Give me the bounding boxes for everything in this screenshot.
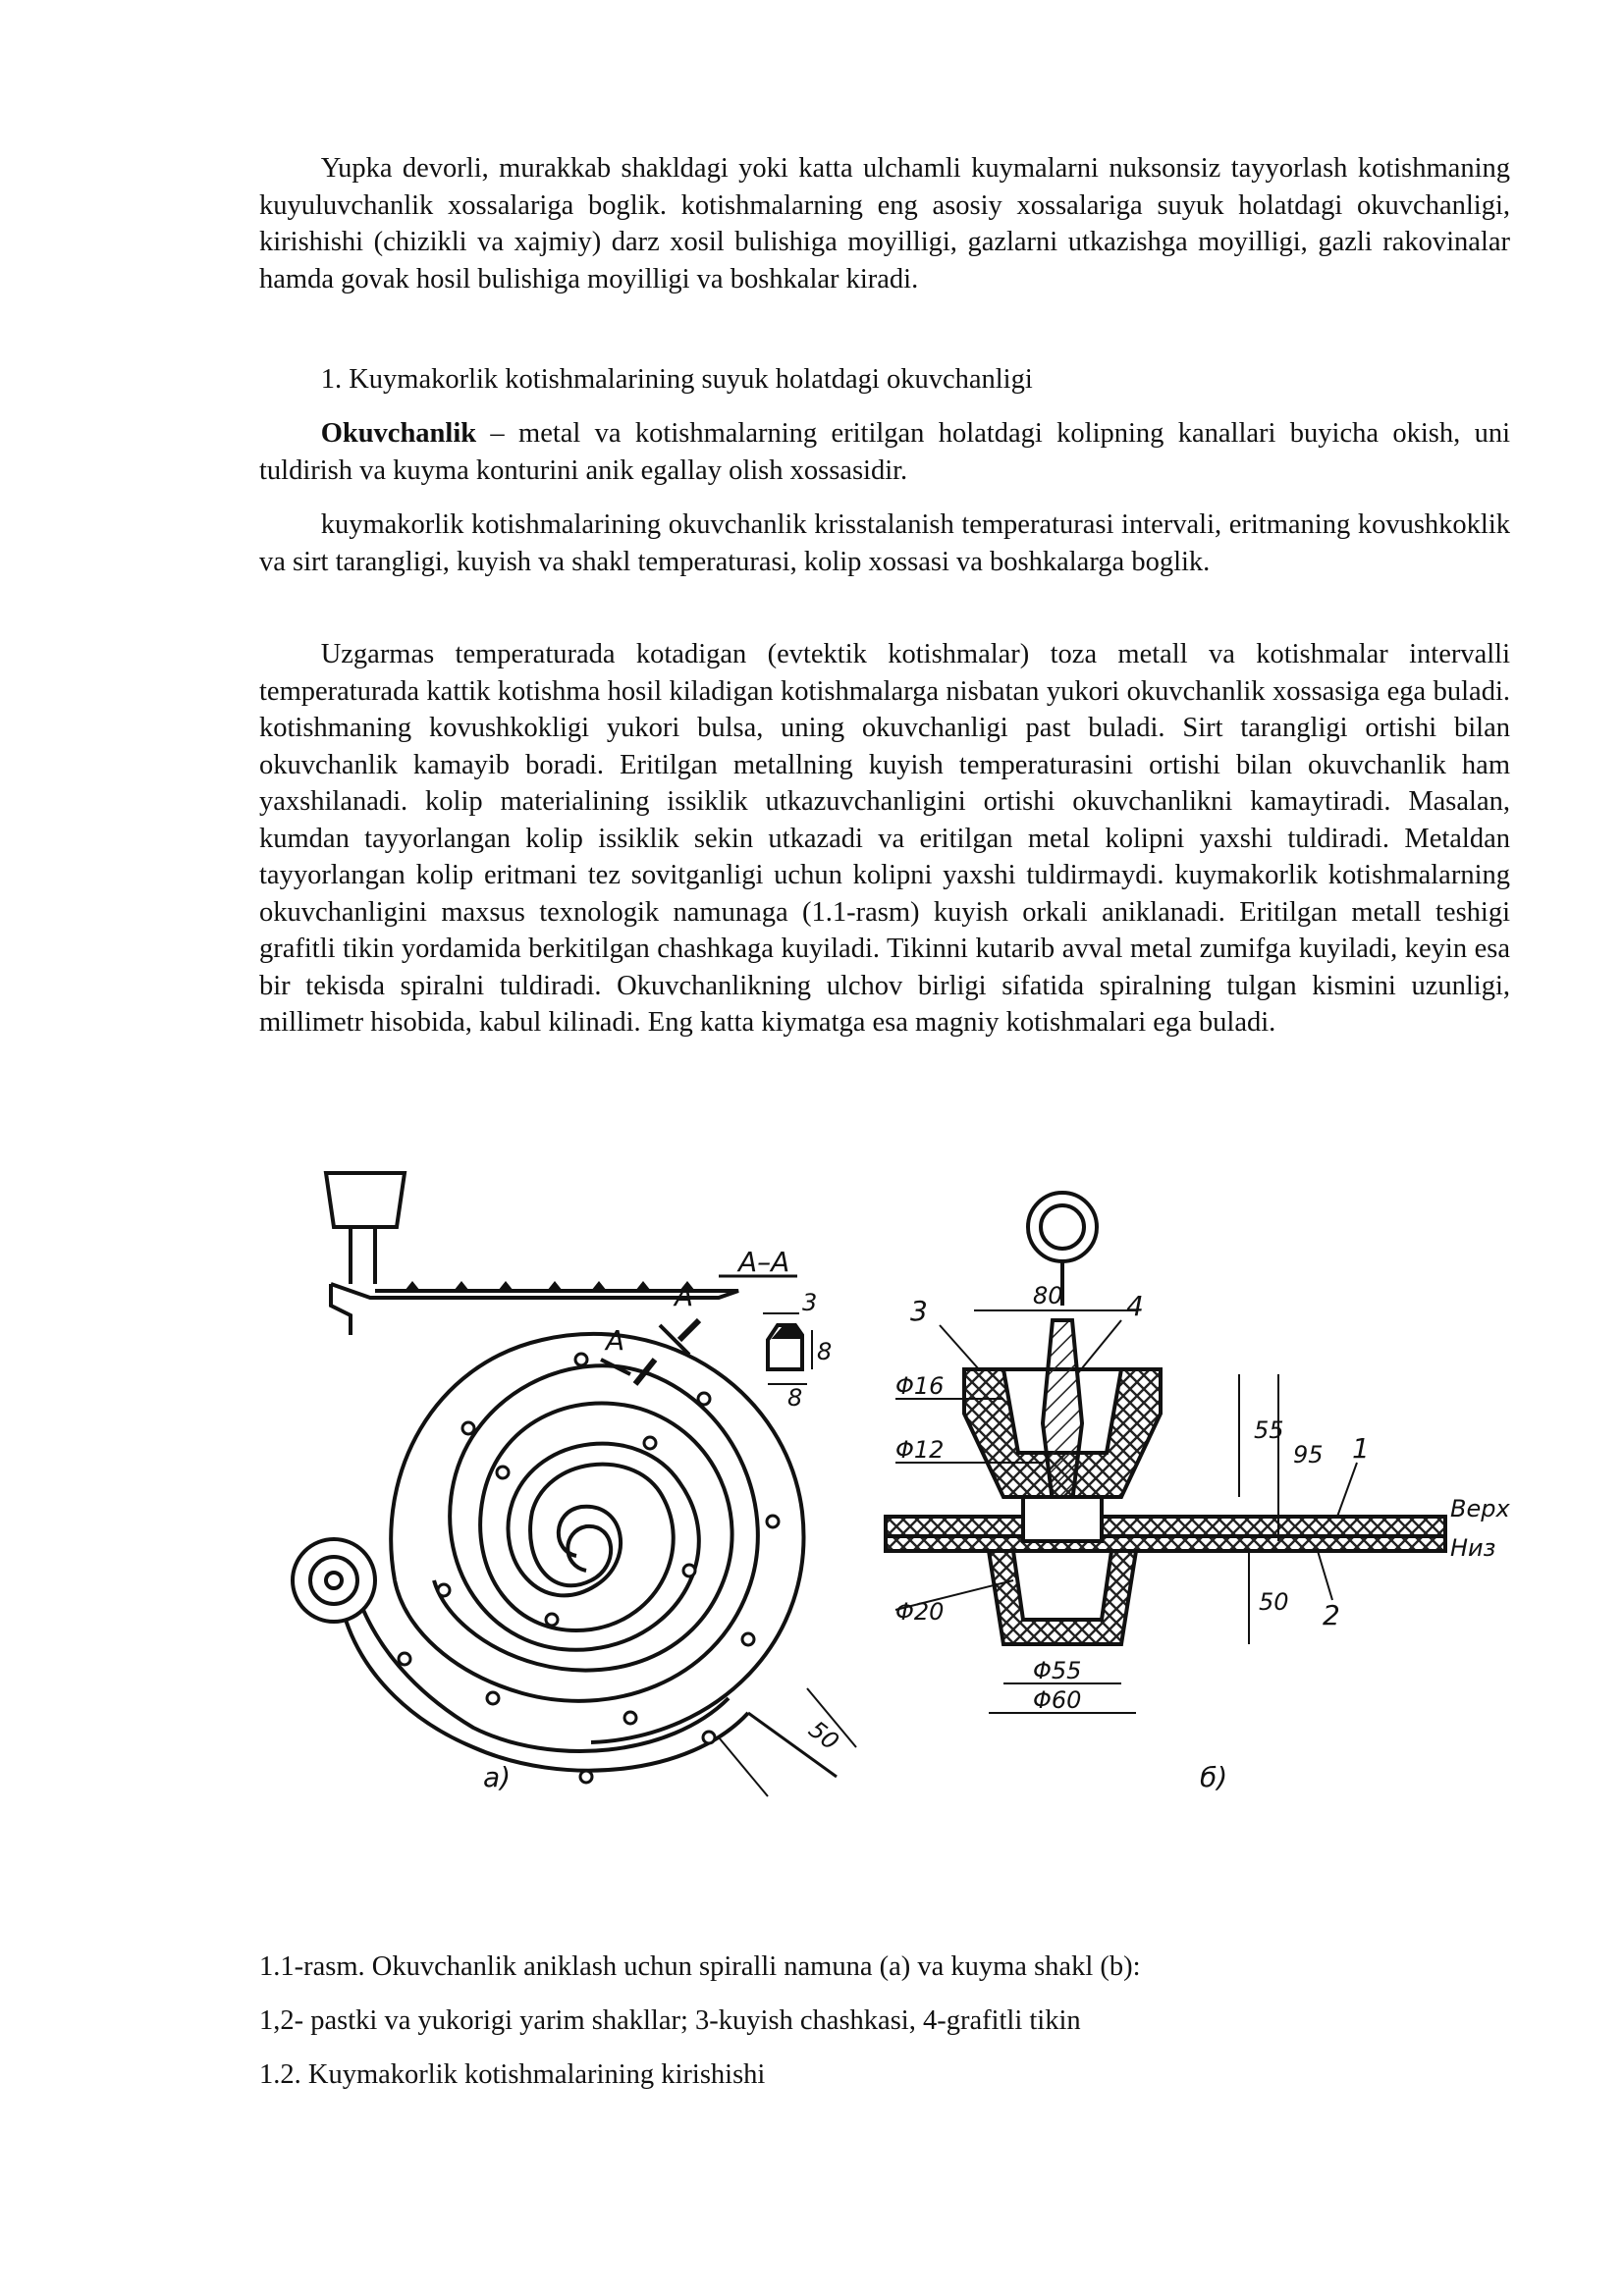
paragraph-text: Yupka devorli, murakkab shakldagi yoki katta ulchamli kuymalarni nuksonsiz tayyorlash kotishmaning kuyuluvchanlik xossalariga boglik. kotishmalarning eng asosiy xossalariga suyuk holatdagi okuvchanligi, kirishishi (chizikli va xajmiy) darz xosil bulishiga moyilligi, gazlarni utkazishga moyilligi, gazli rakovinalar hamda govak hosil bulishiga moyilligi va boshkalar kiradi.: [259, 153, 1510, 294]
spiral-outer-path: [395, 1365, 758, 1701]
paragraph-factors: [259, 507, 1510, 580]
dim-label-8h: 8: [787, 1384, 803, 1412]
paragraph-details: [259, 636, 1510, 1041]
dim-label-55: 55: [1254, 1416, 1284, 1444]
callout-1: 1: [1352, 1432, 1370, 1465]
leader-callout-3: [940, 1325, 979, 1369]
section-label-aa: A–A: [738, 1246, 790, 1278]
dim-label-phi60: Φ60: [1033, 1686, 1082, 1714]
cut-tick-a1: [679, 1320, 699, 1340]
figure-legend: 1,2- pastki va yukorigi yarim shakllar; 3-kuyish chashkasi, 4-grafitli tikin: [259, 2005, 1081, 2036]
dim-label-80: 80: [1033, 1282, 1063, 1309]
boss-center: [326, 1573, 342, 1588]
dim-label-50-cup: 50: [1259, 1588, 1289, 1616]
dim-ext-50a: [719, 1737, 768, 1796]
plug-ring-outer: [1028, 1193, 1097, 1261]
dim-label-50-spiral: 50: [803, 1715, 844, 1756]
section-heading-2: 1.2. Kuymakorlik kotishmalarining kirishishi: [259, 2059, 766, 2090]
label-part-a: а): [483, 1761, 512, 1793]
defined-term: Okuvchanlik: [320, 418, 477, 449]
boss-outer-circle: [293, 1539, 375, 1622]
upper-mold-plate: [886, 1517, 1445, 1536]
figure-caption: 1.1-rasm. Okuvchanlik aniklash uchun spiralli namuna (a) va kuyma shakl (b):: [259, 1951, 1141, 1982]
pouring-cup-a: [326, 1173, 405, 1227]
cut-label-a1: A: [675, 1280, 694, 1312]
leader-callout-4: [1077, 1320, 1121, 1374]
dim-label-phi20: Φ20: [895, 1598, 945, 1626]
boss-inner-circle: [310, 1557, 357, 1604]
label-part-b: б): [1200, 1761, 1228, 1793]
figure-drawing: [257, 1148, 1524, 1816]
paragraph-definition: [259, 415, 1510, 489]
plug-ring-inner: [1041, 1205, 1084, 1249]
figure-spiral-mold: [257, 1148, 1524, 1816]
lower-cup-cavity: [1013, 1551, 1111, 1620]
spiral-inner-path: [434, 1403, 732, 1670]
paragraph-text: kuymakorlik kotishmalarining okuvchanlik krisstalanish temperaturasi intervali, eritmaning kovushkoklik va sirt tarangligi, kuyish va shakl temperaturasi, kolip xossasi va boshkalarga boglik.: [259, 509, 1510, 577]
section-heading-1-text: 1. Kuymakorlik kotishmalarining suyuk holatdagi okuvchanligi: [320, 364, 1033, 395]
callout-4: 4: [1126, 1290, 1144, 1322]
dim-label-3: 3: [802, 1289, 818, 1316]
definition-text: – metal va kotishmalarning eritilgan holatdagi kolipning kanallari buyicha okish, uni tuldirish va kuyma konturini anik egallay olish xossasidir.: [259, 418, 1510, 486]
lower-mold-plate: [886, 1536, 1445, 1551]
paragraph-text: Uzgarmas temperaturada kotadigan (evtektik kotishmalar) toza metall va kotishmalar intervalli temperaturada kattik kotishma hosil kiladigan kotishmalarga nisbatan yukori okuvchanlik xossasiga ega buladi. kotishmaning kovushkokligi yukori bulsa, uning okuvchanligi past buladi. Sirt tarangligi ortishi bilan okuvchanlik kamayib boradi. Eritilgan metallning kuyish temperaturasini ortishi bilan okuvchanlik ham yaxshilanadi. kolip materialining issiklik utkazuvchanligini ortishi okuvchanlikni kamaytiradi. Masalan, kumdan tayyorlangan kolip issiklik sekin utkazadi va eritilgan metal kolipni yaxshi tuldiradi. Metaldan tayyorlangan kolip eritmani tez sovitganligi uchun kolipni yaxshi tuldirmaydi. kuymakorlik kotishmalarning okuvchanligini maxsus texnologik namunaga (1.1-rasm) kuyish orkali aniklanadi. Eritilgan metall teshigi grafitli tikin yordamida berkitilgan chashkaga kuyiladi. Tikinni kutarib avval metal zumifga kuyiladi, keyin esa bir tekisda spiralni tuldiradi. Okuvchanlikning ulchov birligi sifatida spiralning tulgan kismini uzunligi, millimetr hisobida, kabul kilinadi. Eng katta kiymatga esa magniy kotishmalari ega buladi.: [259, 639, 1510, 1038]
leader-callout-1: [1337, 1463, 1357, 1517]
dim-label-phi12: Φ12: [895, 1436, 945, 1464]
callout-2: 2: [1323, 1599, 1340, 1631]
callout-3: 3: [910, 1295, 928, 1327]
dim-label-95: 95: [1293, 1441, 1324, 1468]
label-upper-half: Верх: [1450, 1495, 1510, 1522]
section-heading-1: [259, 361, 1033, 398]
leader-callout-2: [1318, 1551, 1332, 1600]
dim-label-phi55: Φ55: [1033, 1657, 1082, 1684]
section-profile-fill: [776, 1329, 799, 1337]
dim-label-phi16: Φ16: [895, 1372, 945, 1400]
graphite-plug: [1043, 1320, 1082, 1502]
label-lower-half: Низ: [1450, 1534, 1496, 1562]
sprue-cavity: [1023, 1497, 1102, 1541]
paragraph-intro: [259, 150, 1510, 297]
dim-label-8v: 8: [817, 1338, 833, 1365]
cut-label-a2: A: [606, 1324, 625, 1357]
